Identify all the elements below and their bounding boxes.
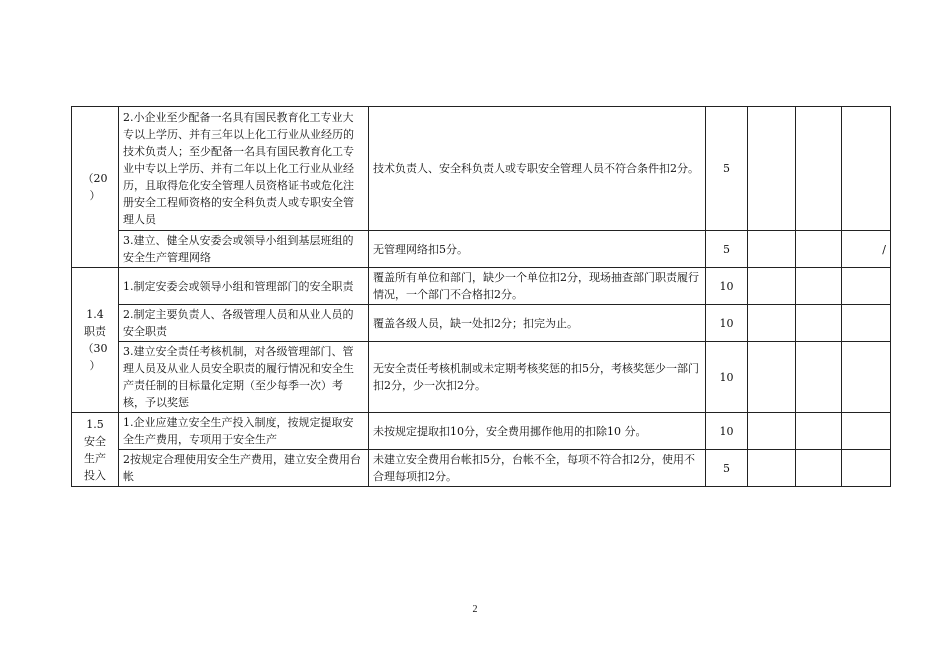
requirement-cell: 2.小企业至少配备一名具有国民教育化工专业大专以上学历、并有三年以上化工行业从业经历的技术负责人；至少配备一名具有国民教育化工专业中专以上学历、并有二年以上化工行业从业经历，且取得危化安全管理人员资格证书或危化注册安全工程师资格的安全科负责人或专职安全管理人员: [119, 107, 369, 231]
empty-cell: [796, 305, 842, 342]
requirement-cell: 3.建立安全责任考核机制，对各级管理部门、管理人员及从业人员安全职责的履行情况和安全生产责任制的目标量化定期（至少每季一次）考核，予以奖惩: [119, 342, 369, 413]
standard-cell: 技术负责人、安全科负责人或专职安全管理人员不符合条件扣2分。: [369, 107, 706, 231]
table-row: [72, 450, 891, 487]
category-label: 1.5 安全 生产 投入: [84, 417, 106, 482]
score-cell: 10: [706, 305, 748, 342]
empty-cell: [796, 450, 842, 487]
empty-cell: [842, 268, 891, 305]
category-cell: [72, 107, 119, 268]
category-cell: [72, 268, 119, 413]
empty-cell: [796, 268, 842, 305]
score-cell: 5: [706, 107, 748, 231]
empty-cell: [748, 268, 796, 305]
standard-cell: 覆盖所有单位和部门，缺少一个单位扣2分，现场抽查部门职责履行情况，一个部门不合格扣2分。: [369, 268, 706, 305]
table-row: [72, 231, 891, 268]
standard-cell: 无管理网络扣5分。: [369, 231, 706, 268]
empty-cell: [842, 342, 891, 413]
empty-cell: [842, 413, 891, 450]
empty-cell: [748, 107, 796, 231]
score-cell: 10: [706, 413, 748, 450]
standard-cell: 未按规定提取扣10分，安全费用挪作他用的扣除10 分。: [369, 413, 706, 450]
assessment-table: [71, 106, 891, 487]
score-cell: 5: [706, 231, 748, 268]
page-number: 2: [472, 604, 478, 615]
empty-cell: [796, 342, 842, 413]
empty-cell: [796, 107, 842, 231]
requirement-cell: 2.制定主要负责人、各级管理人员和从业人员的安全职责: [119, 305, 369, 342]
requirement-cell: 3.建立、健全从安委会或领导小组到基层班组的安全生产管理网络: [119, 231, 369, 268]
empty-cell: [796, 413, 842, 450]
score-cell: 10: [706, 342, 748, 413]
table-row: [72, 268, 891, 305]
requirement-cell: 2按规定合理使用安全生产费用，建立安全费用台帐: [119, 450, 369, 487]
requirement-cell: 1.制定安委会或领导小组和管理部门的安全职责: [119, 268, 369, 305]
empty-cell: [842, 107, 891, 231]
table-row: [72, 342, 891, 413]
standard-cell: 覆盖各级人员，缺一处扣2分；扣完为止。: [369, 305, 706, 342]
table-row: [72, 413, 891, 450]
empty-cell: [748, 231, 796, 268]
score-cell: 10: [706, 268, 748, 305]
mark-cell: /: [842, 231, 891, 268]
table-row: [72, 107, 891, 231]
empty-cell: [842, 450, 891, 487]
empty-cell: [748, 305, 796, 342]
empty-cell: [748, 342, 796, 413]
empty-cell: [748, 413, 796, 450]
table-row: [72, 305, 891, 342]
standard-cell: 无安全责任考核机制或未定期考核奖惩的扣5分，考核奖惩少一部门扣2分，少一次扣2分。: [369, 342, 706, 413]
score-cell: 5: [706, 450, 748, 487]
category-label: 1.4 职责 （30 ）: [82, 308, 108, 372]
empty-cell: [796, 231, 842, 268]
category-cell: [72, 413, 119, 487]
standard-cell: 未建立安全费用台帐扣5分，台帐不全，每项不符合扣2分，使用不合理每项扣2分。: [369, 450, 706, 487]
empty-cell: [748, 450, 796, 487]
category-label: （20 ）: [82, 172, 108, 202]
requirement-cell: 1.企业应建立安全生产投入制度，按规定提取安全生产费用，专项用于安全生产: [119, 413, 369, 450]
empty-cell: [842, 305, 891, 342]
